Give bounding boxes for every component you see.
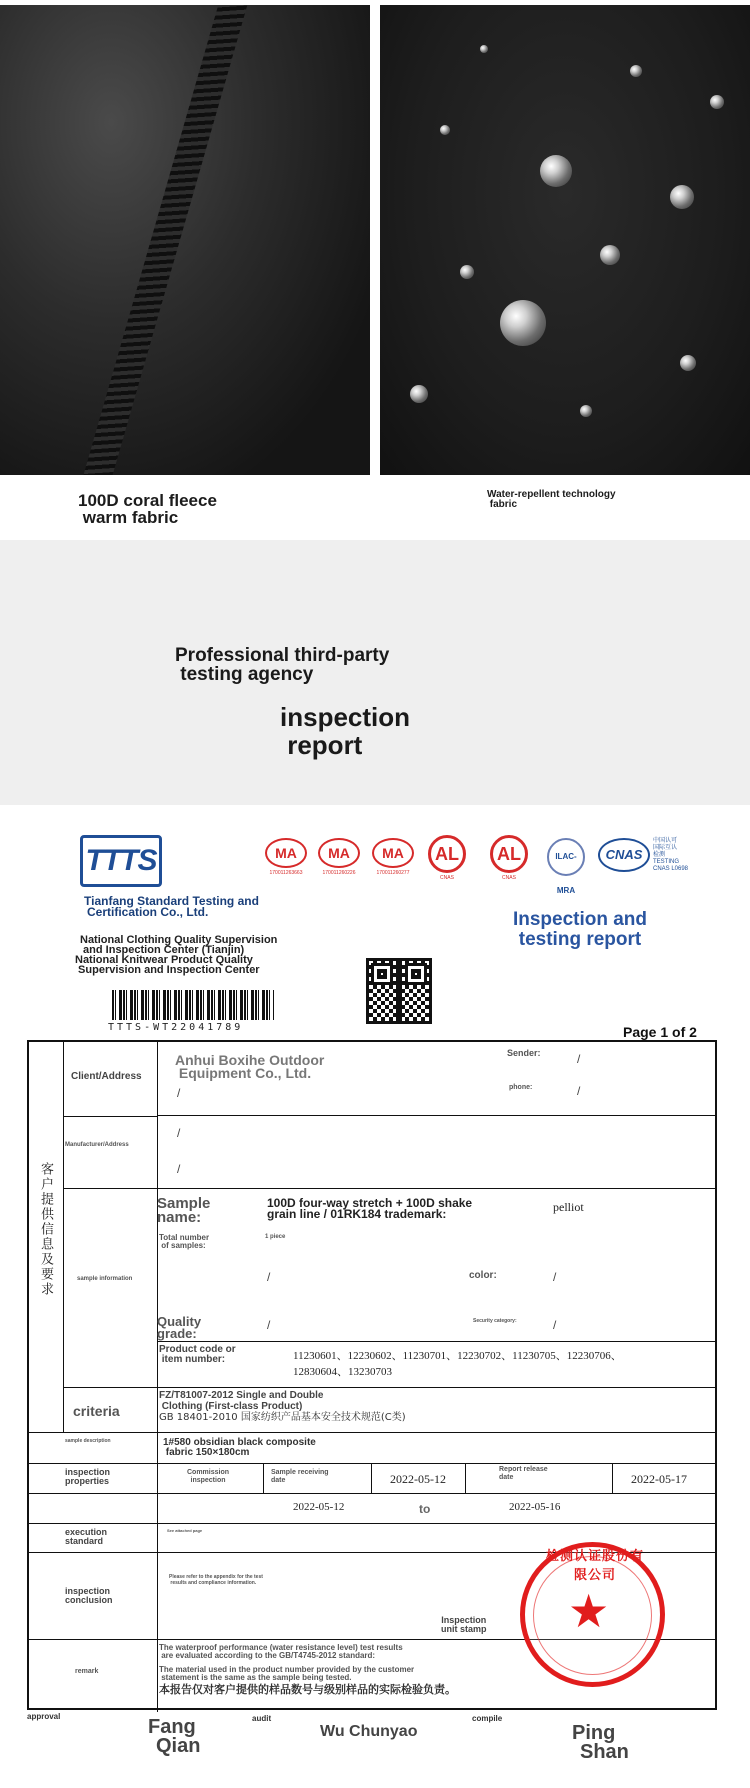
cma-mark-2: MA 170011260226 [318, 838, 360, 876]
remark-label: remark [75, 1668, 99, 1675]
table-line [63, 1042, 64, 1432]
sample-name-value: 100D four-way stretch + 100D shake grain line / 01RK184 trademark: [267, 1196, 473, 1221]
client-label: Client/Address [71, 1071, 142, 1082]
commission-inspection: Commission inspection [187, 1469, 230, 1484]
water-drop [540, 155, 572, 187]
water-drop [460, 265, 474, 279]
remark-value: The waterproof performance (water resistance level) test results are evaluated according to the GB/T4745-2012 standard: The material used in the product number provided by the customer statement is the same as the sample being tested. 本报告仅对客户提供的样品数号与级别样品的实际检验负责。 [159, 1643, 456, 1696]
approval-label: approval [27, 1712, 61, 1721]
banner-subtitle: Professional third-party testing agency [175, 645, 390, 685]
table-line [263, 1463, 264, 1493]
star-icon: ★ [568, 1585, 610, 1637]
company-seal-text: 检测认证股份有限公司 [545, 1549, 644, 1583]
report-release-date: 2022-05-17 [631, 1472, 687, 1486]
color-label: color: [469, 1270, 497, 1281]
table-line [63, 1387, 715, 1388]
sender-value: / [577, 1052, 581, 1066]
sample-info-label: sample information [77, 1276, 133, 1282]
water-drop [480, 45, 488, 53]
water-drop [710, 95, 724, 109]
water-repellent-caption: Water-repellent technology fabric [487, 489, 616, 510]
water-repellent-fabric-photo [380, 5, 750, 475]
trademark-value: pelliot [553, 1200, 584, 1214]
sample-name-label: Sample name: [157, 1195, 211, 1226]
ilac-mark: ILAC-MRA [547, 838, 585, 876]
table-line [29, 1493, 715, 1494]
manufacturer-value: / [177, 1126, 181, 1140]
fleece-caption: 100D coral fleece warm fabric [78, 491, 217, 527]
security-category-label: Security category: [473, 1318, 517, 1324]
report-release-label: Report release date [499, 1466, 548, 1481]
compile-label: compile [472, 1714, 503, 1723]
criteria-values: FZ/T81007-2012 Single and Double Clothing (First-class Product) GB 18401-2010 国家纺织产品基本安全技术规范(C类) [159, 1390, 406, 1423]
sample-count-value: 1 piece [265, 1234, 286, 1240]
sender-label: Sender: [507, 1048, 541, 1058]
cal-mark-2: AL CNAS [490, 835, 528, 881]
execution-standard-value: See attached page [167, 1528, 203, 1533]
water-drop [410, 385, 428, 403]
report-title: Inspection and testing report [512, 909, 648, 950]
fabric-strap [79, 5, 249, 475]
product-codes: 11230601、12230602、11230701、12230702、11230705、12230706、 12830604、13230703 [293, 1350, 622, 1378]
banner-title: inspection report [280, 702, 411, 760]
org-name-2: National Clothing Quality Supervision and Inspection Center (Tianjin) [80, 934, 278, 956]
barcode [112, 990, 274, 1020]
product-code-label: Product code or item number: [159, 1344, 236, 1365]
inspection-conclusion-label: inspection conclusion [65, 1586, 113, 1605]
water-drop [580, 405, 592, 417]
compile-signature: Ping Shan [572, 1722, 629, 1763]
client-name: Anhui Boxihe Outdoor Equipment Co., Ltd. [175, 1052, 325, 1081]
table-line [63, 1116, 157, 1117]
phone-value: / [577, 1084, 581, 1098]
audit-label: audit [252, 1714, 272, 1723]
client-address-value: / [177, 1086, 181, 1100]
sample-receiving-date: 2022-05-12 [390, 1472, 446, 1486]
fleece-fabric-photo [0, 5, 370, 475]
sample-description-label: sample description [65, 1438, 111, 1444]
security-category-value: / [553, 1318, 557, 1332]
customer-info-label: 客户提供信息及要求 [38, 1162, 53, 1297]
cnas-mark: CNAS [598, 838, 650, 872]
table-line [157, 1115, 715, 1116]
audit-signature: Wu Chunyao [320, 1723, 418, 1740]
barcode-number: TTTS-WT22041789 [108, 1022, 244, 1033]
qr-code [366, 958, 432, 1024]
quality-grade-value: / [267, 1318, 271, 1332]
approval-signature: Fang Qian [148, 1716, 201, 1757]
inspection-conclusion-value: Please refer to the appendix for the test results and compliance information. [169, 1574, 263, 1586]
execution-standard-label: execution standard [65, 1527, 108, 1546]
cal-mark-1: AL CNAS [428, 835, 466, 881]
water-drop [600, 245, 620, 265]
criteria-label: criteria [73, 1403, 120, 1419]
inspection-properties-label: inspection properties [65, 1467, 111, 1486]
org-name-3: National Knitwear Product Quality Supervision and Inspection Center [75, 954, 260, 976]
cma-mark-3: MA 170011260277 [372, 838, 414, 876]
water-drop [440, 125, 450, 135]
water-drop [630, 65, 642, 77]
sample-count-label: Total number of samples: [159, 1233, 210, 1250]
water-drop [680, 355, 696, 371]
period-end-date: 2022-05-16 [509, 1501, 561, 1513]
table-line [465, 1463, 466, 1493]
water-drop [670, 185, 694, 209]
unit-stamp-label: Inspection unit stamp [441, 1615, 487, 1634]
table-line [371, 1463, 372, 1493]
sample-model-value: / [267, 1270, 271, 1284]
color-value: / [553, 1270, 557, 1284]
table-line [157, 1042, 158, 1712]
sample-receiving-label: Sample receiving date [271, 1469, 329, 1484]
period-start-date: 2022-05-12 [293, 1501, 345, 1513]
manufacturer-address-value: / [177, 1162, 181, 1176]
cma-mark-1: MA 170011263663 [265, 838, 307, 876]
cnas-label: 中国认可 国际互认 检测 TESTING CNAS L0698 [653, 838, 689, 872]
water-drop [500, 300, 546, 346]
phone-label: phone: [509, 1084, 533, 1091]
org-name: Tianfang Standard Testing and Certification Co., Ltd. [84, 894, 259, 919]
quality-grade-label: Quality grade: [157, 1314, 202, 1341]
table-line [612, 1463, 613, 1493]
manufacturer-label: Manufacturer/Address [65, 1142, 129, 1148]
table-line [29, 1523, 715, 1524]
table-line [29, 1432, 715, 1433]
table-line [63, 1188, 715, 1189]
period-to-label: to [419, 1502, 431, 1516]
table-line [157, 1341, 715, 1342]
page-indicator: Page 1 of 2 [623, 1024, 697, 1040]
sample-description-value: 1#580 obsidian black composite fabric 150×180cm [163, 1437, 316, 1458]
ttts-logo: TTTS [80, 835, 162, 887]
